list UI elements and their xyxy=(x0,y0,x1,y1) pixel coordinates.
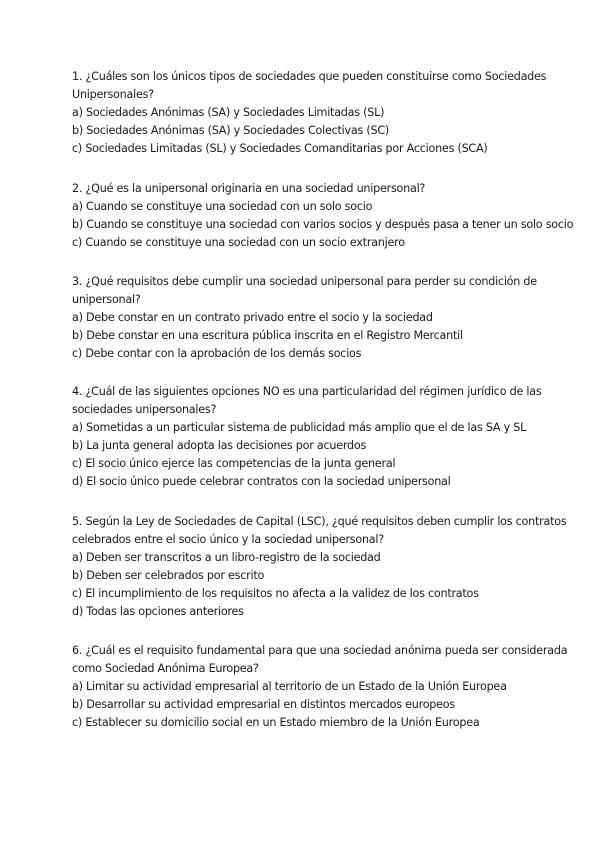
question-5-option-c: c) El incumplimiento de los requisitos no afecta a la validez de los contratos xyxy=(72,587,479,600)
question-4-option-a: a) Sometidas a un particular sistema de publicidad más amplio que el de las SA y SL xyxy=(72,421,527,434)
question-6-option-c: c) Establecer su domicilio social en un Estado miembro de la Unión Europea xyxy=(72,716,480,729)
question-3-text-line-2: unipersonal? xyxy=(72,293,141,306)
question-4 xyxy=(72,383,542,491)
question-4-text-line-2: sociedades unipersonales? xyxy=(72,403,217,416)
question-6-option-b: b) Desarrollar su actividad empresarial en distintos mercados europeos xyxy=(72,698,455,711)
question-4-option-b: b) La junta general adopta las decisiones por acuerdos xyxy=(72,439,367,452)
question-2-option-b: b) Cuando se constituye una sociedad con varios socios y después pasa a tener un solo socio xyxy=(72,218,574,231)
question-3-option-b: b) Debe constar en una escritura pública inscrita en el Registro Mercantil xyxy=(72,329,463,342)
question-3 xyxy=(72,273,537,363)
question-5-option-d: d) Todas las opciones anteriores xyxy=(72,605,244,618)
question-1 xyxy=(72,68,547,158)
question-6-option-a: a) Limitar su actividad empresarial al territorio de un Estado de la Unión Europea xyxy=(72,680,507,693)
question-1-option-b: b) Sociedades Anónimas (SA) y Sociedades Colectivas (SC) xyxy=(72,124,389,137)
question-4-option-c: c) El socio único ejerce las competencias de la junta general xyxy=(72,457,396,470)
question-5-option-a: a) Deben ser transcritos a un libro-registro de la sociedad xyxy=(72,551,381,564)
question-1-option-c: c) Sociedades Limitadas (SL) y Sociedades Comanditarias por Acciones (SCA) xyxy=(72,142,488,155)
question-1-option-a: a) Sociedades Anónimas (SA) y Sociedades Limitadas (SL) xyxy=(72,106,385,119)
question-5-text-line-1: 5. Según la Ley de Sociedades de Capital (LSC), ¿qué requisitos deben cumplir los contratos xyxy=(72,515,567,528)
question-6-text-line-2: como Sociedad Anónima Europea? xyxy=(72,662,259,675)
question-4-text-line-1: 4. ¿Cuál de las siguientes opciones NO es una particularidad del régimen jurídico de las xyxy=(72,385,542,398)
question-5-text-line-2: celebrados entre el socio único y la sociedad unipersonal? xyxy=(72,533,384,546)
question-2-option-c: c) Cuando se constituye una sociedad con un socio extranjero xyxy=(72,236,405,249)
question-5 xyxy=(72,513,567,621)
question-2 xyxy=(72,180,574,252)
question-1-text-line-2: Unipersonales? xyxy=(72,88,154,101)
question-3-option-a: a) Debe constar en un contrato privado entre el socio y la sociedad xyxy=(72,311,433,324)
question-3-text-line-1: 3. ¿Qué requisitos debe cumplir una sociedad unipersonal para perder su condición de xyxy=(72,275,537,288)
question-4-option-d: d) El socio único puede celebrar contratos con la sociedad unipersonal xyxy=(72,475,451,488)
question-3-option-c: c) Debe contar con la aprobación de los demás socios xyxy=(72,347,362,360)
question-6-text-line-1: 6. ¿Cuál es el requisito fundamental para que una sociedad anónima pueda ser considerada xyxy=(72,644,568,657)
question-2-text-line-1: 2. ¿Qué es la unipersonal originaria en una sociedad unipersonal? xyxy=(72,182,426,195)
question-2-option-a: a) Cuando se constituye una sociedad con un solo socio xyxy=(72,200,373,213)
question-1-text-line-1: 1. ¿Cuáles son los únicos tipos de sociedades que pueden constituirse como Sociedades xyxy=(72,70,547,83)
question-6 xyxy=(72,642,568,732)
question-5-option-b: b) Deben ser celebrados por escrito xyxy=(72,569,265,582)
